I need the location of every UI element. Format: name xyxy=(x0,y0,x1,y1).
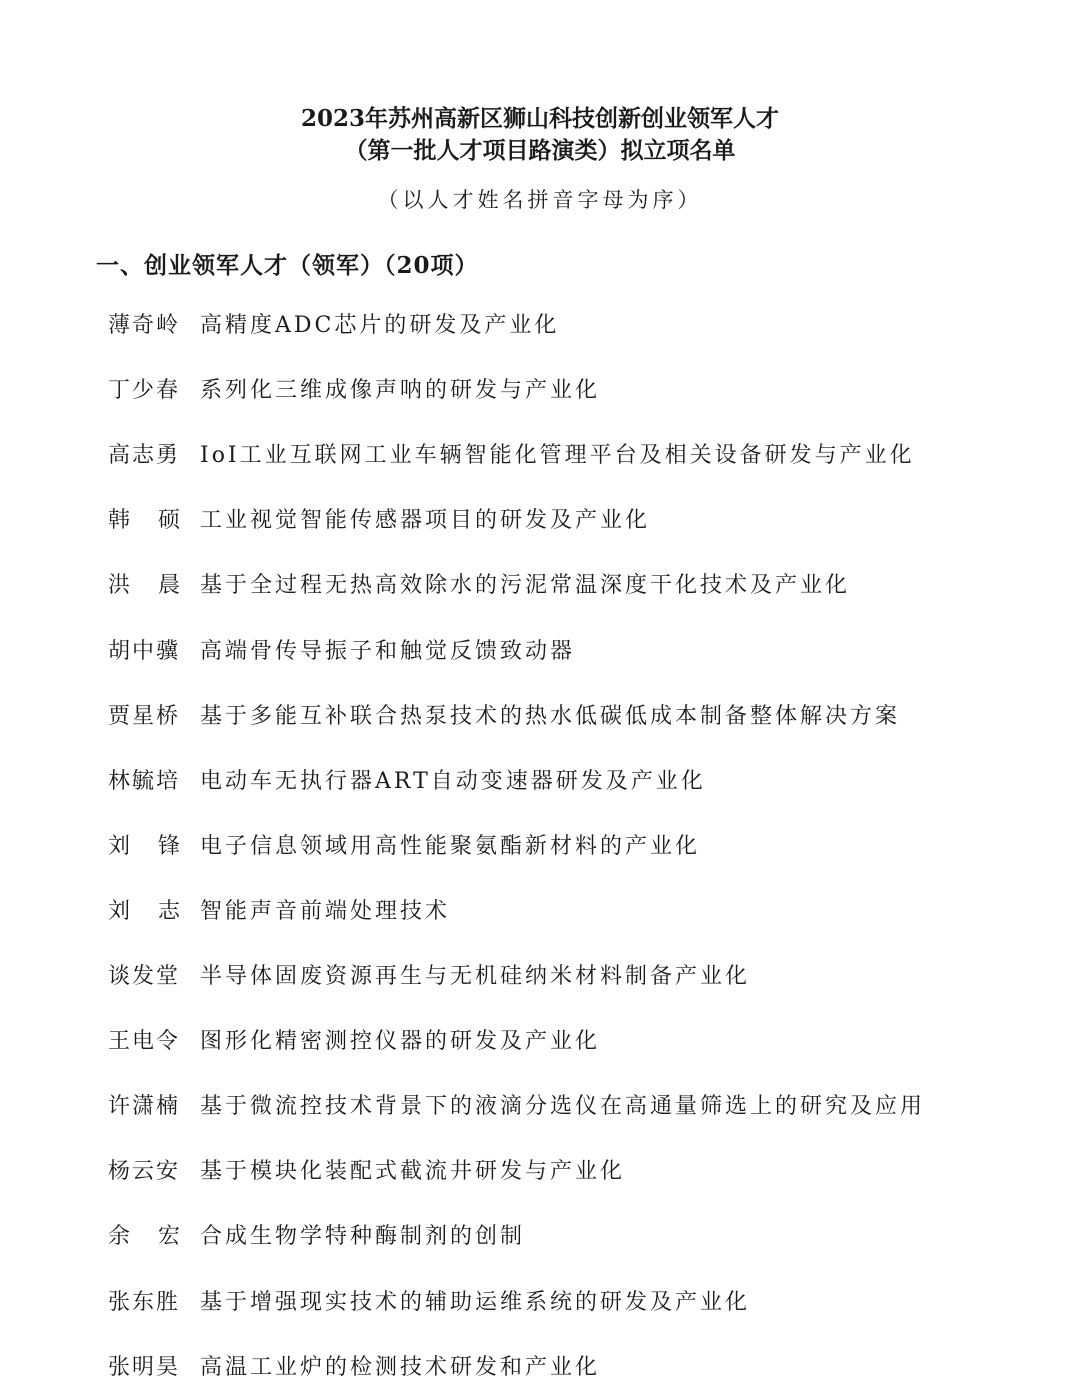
talent-name: 洪 晨 xyxy=(108,573,180,598)
talent-name: 许潇楠 xyxy=(108,1094,181,1119)
list-item xyxy=(108,1288,750,1318)
list-item xyxy=(108,1157,625,1187)
talent-name: 张东胜 xyxy=(108,1290,181,1315)
talent-name: 高志勇 xyxy=(108,443,181,468)
list-item xyxy=(108,1222,525,1252)
talent-name: 杨云安 xyxy=(108,1159,181,1184)
list-item xyxy=(108,376,600,406)
talent-name: 林毓培 xyxy=(108,769,181,794)
list-item xyxy=(108,1353,600,1383)
talent-name: 胡中骥 xyxy=(108,639,181,664)
section-heading: 一、创业领军人才（领军）（20项） xyxy=(96,252,479,279)
project-title: 高精度ADC芯片的研发及产业化 xyxy=(200,313,560,338)
project-title: 高端骨传导振子和触觉反馈致动器 xyxy=(200,639,576,664)
list-item xyxy=(108,311,559,341)
project-title: 基于全过程无热高效除水的污泥常温深度干化技术及产业化 xyxy=(200,573,851,598)
document-subtitle: （以人才姓名拼音字母为序） xyxy=(377,188,703,212)
project-title: IoI工业互联网工业车辆智能化管理平台及相关设备研发与产业化 xyxy=(200,443,915,468)
project-title: 基于增强现实技术的辅助运维系统的研发及产业化 xyxy=(200,1290,751,1315)
list-item xyxy=(108,441,915,471)
list-item xyxy=(108,1092,925,1122)
list-item xyxy=(108,702,900,732)
project-title: 基于多能互补联合热泵技术的热水低碳低成本制备整体解决方案 xyxy=(200,704,901,729)
list-item xyxy=(108,767,706,797)
talent-name: 谈发堂 xyxy=(108,964,181,989)
project-title: 合成生物学特种酶制剂的创制 xyxy=(200,1224,526,1249)
talent-name: 刘 志 xyxy=(108,899,180,924)
project-title: 智能声音前端处理技术 xyxy=(200,899,451,924)
list-item xyxy=(108,637,575,667)
talent-name: 贾星桥 xyxy=(108,704,181,729)
list-item xyxy=(108,832,700,862)
project-title: 图形化精密测控仪器的研发及产业化 xyxy=(200,1029,601,1054)
list-item xyxy=(108,897,450,927)
talent-name: 张明昊 xyxy=(108,1355,181,1380)
talent-name: 刘 锋 xyxy=(108,834,180,859)
project-title: 基于模块化装配式截流井研发与产业化 xyxy=(200,1159,626,1184)
project-title: 电动车无执行器ART自动变速器研发及产业化 xyxy=(200,769,706,794)
project-title: 半导体固废资源再生与无机硅纳米材料制备产业化 xyxy=(200,964,751,989)
project-title: 高温工业炉的检测技术研发和产业化 xyxy=(200,1355,601,1380)
list-item xyxy=(108,962,750,992)
project-title: 系列化三维成像声呐的研发与产业化 xyxy=(200,378,601,403)
talent-name: 余 宏 xyxy=(108,1224,180,1249)
list-item xyxy=(108,506,650,536)
list-item xyxy=(108,571,850,601)
talent-name: 王电令 xyxy=(108,1029,181,1054)
talent-name: 韩 硕 xyxy=(108,508,180,533)
talent-name: 丁少春 xyxy=(108,378,181,403)
project-title: 电子信息领域用高性能聚氨酯新材料的产业化 xyxy=(200,834,701,859)
document-title-line1: 2023年苏州高新区狮山科技创新创业领军人才 xyxy=(300,105,779,132)
project-title: 基于微流控技术背景下的液滴分选仪在高通量筛选上的研究及应用 xyxy=(200,1094,926,1119)
talent-name: 薄奇岭 xyxy=(108,313,181,338)
list-item xyxy=(108,1027,600,1057)
document-title-line2: （第一批人才项目路演类）拟立项名单 xyxy=(344,137,736,164)
project-title: 工业视觉智能传感器项目的研发及产业化 xyxy=(200,508,651,533)
